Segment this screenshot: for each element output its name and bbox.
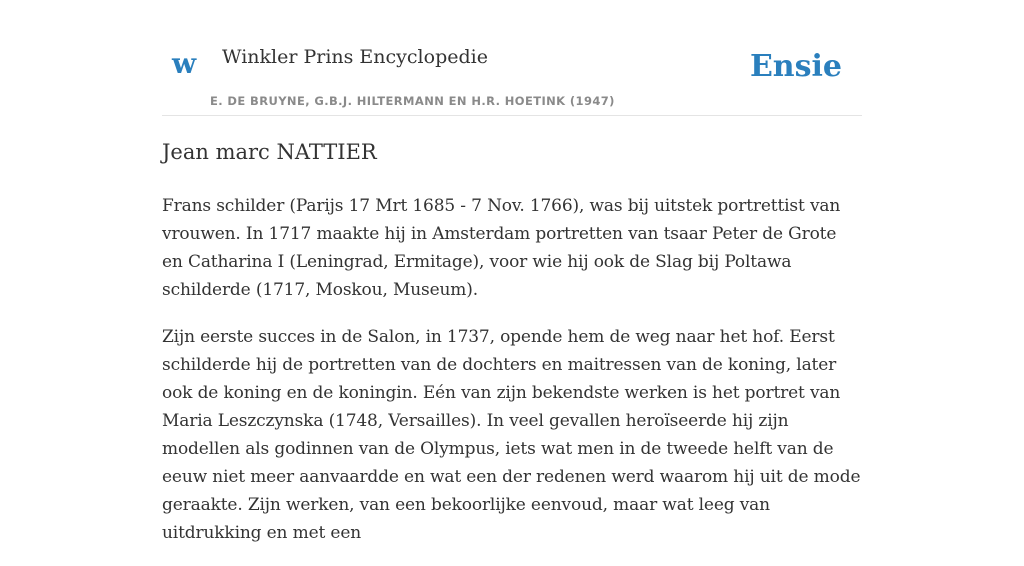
article-paragraph: Frans schilder (Parijs 17 Mrt 1685 - 7 Nov. 1766), was bij uitstek portrettist van vrouwen. In 1717 maakte hij in Amsterdam portretten van tsaar Peter de Grote en Catharina I (Leningrad, Ermitage), voor wie hij ook de Slag bij Poltawa schilderde (1717, Moskou, Museum). xyxy=(162,196,841,300)
encyclopedia-logo[interactable]: w xyxy=(172,47,197,80)
site-header xyxy=(162,0,862,116)
article-title: Jean marc NATTIER xyxy=(162,140,377,164)
publication-title[interactable]: Winkler Prins Encyclopedie xyxy=(222,46,488,68)
article-body xyxy=(162,192,862,566)
publication-authors: E. DE BRUYNE, G.B.J. HILTERMANN EN H.R. HOETINK (1947) xyxy=(210,94,615,108)
article-paragraph: Zijn eerste succes in de Salon, in 1737, opende hem de weg naar het hof. Eerst schilderde hij de portretten van de dochters en maitressen van de koning, later ook de koning en de koningin. Eén van zijn bekendste werken is het portret van Maria Leszczynska (1748, Versailles). In veel gevallen heroïseerde hij zijn modellen als godinnen van de Olympus, iets wat men in de tweede helft van de eeuw niet meer aanvaardde en wat een der redenen werd waarom hij uit de mode geraakte. Zijn werken, van een bekoorlijke eenvoud, maar wat leeg van uitdrukking en met een xyxy=(162,327,861,543)
ensie-brand-logo[interactable]: Ensie xyxy=(749,49,842,84)
